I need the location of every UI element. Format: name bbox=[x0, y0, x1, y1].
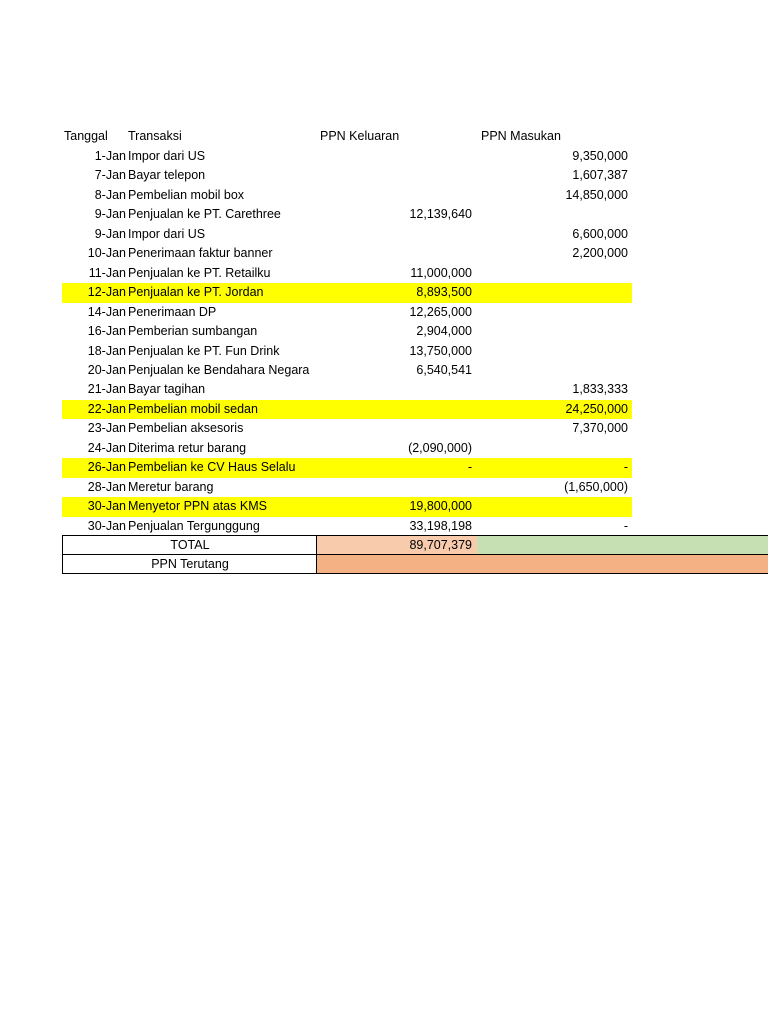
ppn-in-cell[interactable]: 1,833,333 bbox=[572, 382, 628, 397]
ppn-in-cell[interactable] bbox=[478, 322, 628, 342]
total-ppn-out-cell[interactable] bbox=[316, 535, 478, 555]
ppn-in-cell[interactable]: 24,250,000 bbox=[565, 401, 628, 416]
ppn-out-cell[interactable] bbox=[318, 166, 472, 186]
ppn-in-cell[interactable] bbox=[478, 283, 628, 303]
table-row bbox=[0, 166, 768, 186]
ppn-terutang-label: PPN Terutang bbox=[151, 557, 229, 571]
transaction-cell[interactable]: Penjualan ke Bendahara Negara bbox=[128, 362, 310, 377]
ppn-out-cell[interactable]: 8,893,500 bbox=[416, 285, 472, 300]
table-row bbox=[0, 458, 768, 478]
table-row bbox=[0, 264, 768, 284]
transaction-cell[interactable]: Penjualan Tergunggung bbox=[128, 518, 260, 533]
total-ppn-out-value: 89,707,379 bbox=[409, 538, 472, 552]
ppn-out-cell[interactable] bbox=[318, 225, 472, 245]
ppn-out-cell[interactable]: 19,800,000 bbox=[409, 499, 472, 514]
transaction-cell[interactable]: Pembelian aksesoris bbox=[128, 421, 244, 436]
ppn-out-cell[interactable] bbox=[318, 147, 472, 167]
ppn-in-cell[interactable]: (1,650,000) bbox=[564, 479, 628, 494]
ppn-out-cell[interactable]: 12,139,640 bbox=[409, 207, 472, 222]
date-cell[interactable]: 16-Jan bbox=[87, 324, 126, 339]
table-row bbox=[0, 380, 768, 400]
table-row bbox=[0, 186, 768, 206]
table-row bbox=[0, 205, 768, 225]
date-cell[interactable]: 28-Jan bbox=[87, 479, 126, 494]
header-ppn-out[interactable]: PPN Keluaran bbox=[320, 129, 400, 143]
ppn-out-cell[interactable] bbox=[318, 419, 472, 439]
table-row bbox=[0, 419, 768, 439]
ppn-out-cell[interactable]: 6,540,541 bbox=[416, 362, 472, 377]
header-row bbox=[0, 127, 768, 147]
transaction-cell[interactable]: Penerimaan DP bbox=[128, 304, 217, 319]
ppn-in-cell[interactable]: 14,850,000 bbox=[565, 187, 628, 202]
transaction-cell[interactable]: Penjualan ke PT. Jordan bbox=[128, 285, 264, 300]
date-cell[interactable]: 18-Jan bbox=[87, 343, 126, 358]
ppn-out-cell[interactable]: 13,750,000 bbox=[409, 343, 472, 358]
ppn-out-cell[interactable]: - bbox=[467, 460, 472, 475]
table-row bbox=[0, 303, 768, 323]
transaction-cell[interactable]: Impor dari US bbox=[128, 149, 206, 163]
date-cell[interactable]: 30-Jan bbox=[87, 499, 126, 514]
transaction-cell[interactable]: Penjualan ke PT. Fun Drink bbox=[128, 343, 280, 358]
table-row bbox=[0, 478, 768, 498]
ppn-in-cell[interactable]: - bbox=[623, 460, 628, 475]
transaction-cell[interactable]: Pembelian mobil sedan bbox=[128, 401, 258, 416]
transaction-cell[interactable]: Menyetor PPN atas KMS bbox=[128, 499, 267, 514]
date-cell[interactable]: 22-Jan bbox=[87, 401, 126, 416]
date-cell[interactable]: 9-Jan bbox=[94, 226, 126, 241]
header-ppn-in[interactable]: PPN Masukan bbox=[481, 129, 561, 143]
ppn-in-cell[interactable] bbox=[478, 205, 628, 225]
ppn-in-cell[interactable]: 2,200,000 bbox=[572, 246, 628, 261]
transaction-cell[interactable]: Bayar tagihan bbox=[128, 382, 206, 397]
total-label-cell[interactable] bbox=[62, 535, 317, 555]
table-row bbox=[0, 517, 768, 537]
date-cell[interactable]: 21-Jan bbox=[87, 382, 126, 397]
date-cell[interactable]: 23-Jan bbox=[87, 421, 126, 436]
date-cell[interactable]: 7-Jan bbox=[94, 168, 126, 183]
ppn-in-cell[interactable] bbox=[478, 439, 628, 459]
ppn-out-cell[interactable] bbox=[318, 244, 472, 264]
ppn-out-cell[interactable] bbox=[318, 478, 472, 498]
ppn-in-cell[interactable]: 9,350,000 bbox=[572, 149, 628, 163]
ppn-terutang-value-cell[interactable] bbox=[316, 554, 768, 574]
total-ppn-in-cell[interactable] bbox=[477, 535, 768, 555]
transaction-cell[interactable]: Pemberian sumbangan bbox=[128, 324, 258, 339]
date-cell[interactable]: 10-Jan bbox=[87, 246, 126, 261]
ppn-in-cell[interactable] bbox=[478, 361, 628, 381]
table-row bbox=[0, 147, 768, 167]
ppn-in-cell[interactable] bbox=[478, 497, 628, 517]
table-row bbox=[0, 322, 768, 342]
table-row bbox=[0, 400, 768, 420]
ppn-out-cell[interactable] bbox=[318, 400, 472, 420]
table-row bbox=[0, 225, 768, 245]
table-row bbox=[0, 244, 768, 264]
ppn-in-cell[interactable]: - bbox=[623, 518, 628, 533]
table-row bbox=[0, 342, 768, 362]
date-cell[interactable]: 11-Jan bbox=[88, 265, 126, 280]
transaction-cell[interactable]: Penerimaan faktur banner bbox=[128, 246, 273, 261]
ppn-out-cell[interactable]: 12,265,000 bbox=[409, 304, 472, 319]
ppn-in-cell[interactable]: 1,607,387 bbox=[572, 168, 628, 183]
transaction-cell[interactable]: Pembelian ke CV Haus Selalu bbox=[128, 460, 296, 475]
ppn-out-cell[interactable] bbox=[318, 186, 472, 206]
ppn-out-cell[interactable]: 33,198,198 bbox=[409, 518, 472, 533]
ppn-out-cell[interactable]: (2,090,000) bbox=[408, 440, 472, 455]
ppn-terutang-label-cell[interactable] bbox=[62, 554, 317, 574]
date-cell[interactable]: 20-Jan bbox=[87, 362, 126, 377]
transaction-cell[interactable]: Bayar telepon bbox=[128, 168, 206, 183]
ppn-in-cell[interactable] bbox=[478, 303, 628, 323]
table-row bbox=[0, 283, 768, 303]
ppn-in-cell[interactable] bbox=[478, 342, 628, 362]
transaction-cell[interactable]: Meretur barang bbox=[128, 479, 214, 494]
date-cell[interactable]: 9-Jan bbox=[94, 207, 126, 222]
table-row bbox=[0, 497, 768, 517]
ppn-in-cell[interactable]: 7,370,000 bbox=[572, 421, 628, 436]
date-cell[interactable]: 26-Jan bbox=[87, 460, 126, 475]
transaction-cell[interactable]: Penjualan ke PT. Carethree bbox=[128, 207, 281, 222]
date-cell[interactable]: 12-Jan bbox=[87, 285, 126, 300]
date-cell[interactable]: 14-Jan bbox=[87, 304, 126, 319]
transaction-cell[interactable]: Penjualan ke PT. Retailku bbox=[128, 265, 271, 280]
ppn-out-cell[interactable]: 2,904,000 bbox=[416, 324, 472, 339]
transaction-cell[interactable]: Impor dari US bbox=[128, 226, 206, 241]
header-transaction[interactable]: Transaksi bbox=[128, 129, 182, 143]
date-cell[interactable]: 24-Jan bbox=[87, 440, 126, 455]
date-cell[interactable]: 1-Jan bbox=[94, 149, 126, 163]
date-cell[interactable]: 30-Jan bbox=[87, 518, 126, 533]
ppn-in-cell[interactable] bbox=[478, 264, 628, 284]
ppn-out-cell[interactable]: 11,000,000 bbox=[410, 265, 472, 280]
transaction-cell[interactable]: Diterima retur barang bbox=[128, 440, 247, 455]
ppn-out-cell[interactable] bbox=[318, 380, 472, 400]
table-row bbox=[0, 439, 768, 459]
ppn-in-cell[interactable]: 6,600,000 bbox=[572, 226, 628, 241]
transaction-cell[interactable]: Pembelian mobil box bbox=[128, 187, 245, 202]
date-cell[interactable]: 8-Jan bbox=[94, 187, 126, 202]
table-row bbox=[0, 361, 768, 381]
header-date[interactable]: Tanggal bbox=[64, 129, 108, 143]
total-label: TOTAL bbox=[170, 538, 210, 552]
